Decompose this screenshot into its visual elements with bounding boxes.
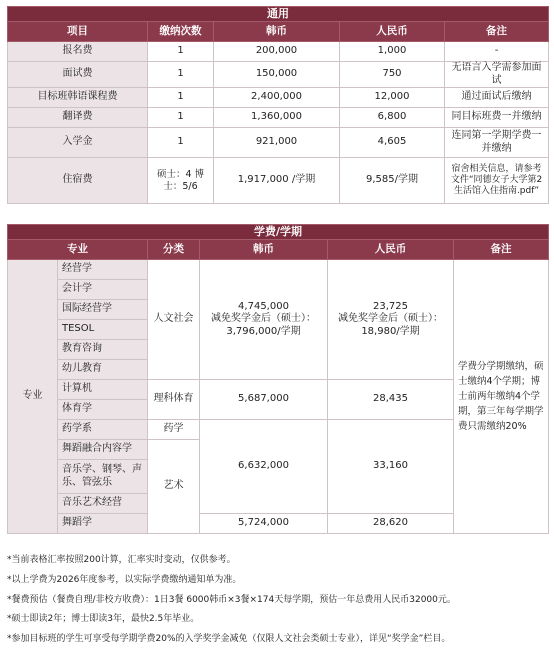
- row-times: 硕士：4 博士：5/6: [148, 158, 214, 204]
- subject-item: 体育学: [58, 400, 148, 420]
- row-krw: 1,360,000: [214, 108, 340, 128]
- row-krw: 921,000: [214, 128, 340, 158]
- table-row: [8, 88, 549, 108]
- row-times: 1: [148, 88, 214, 108]
- row-item: 报名费: [8, 42, 148, 62]
- dance-krw: 5,724,000: [200, 514, 328, 534]
- subject-item: 国际经营学: [58, 300, 148, 320]
- row-cny: 4,605: [340, 128, 445, 158]
- arts-cny: 33,160: [328, 420, 454, 514]
- row-note: 无语言入学需参加面试: [445, 62, 549, 88]
- subject-item: TESOL: [58, 320, 148, 340]
- subject-item: 幼儿教育: [58, 360, 148, 380]
- row-note: 通过面试后缴纳: [445, 88, 549, 108]
- row-item: 面试费: [8, 62, 148, 88]
- row-krw: 200,000: [214, 42, 340, 62]
- footnote: *硕士即读2年；博士即读3年，最快2.5年毕业。: [7, 614, 200, 625]
- category-humanities: 人文社会: [148, 260, 200, 380]
- row-note: 连同第一学期学费一并缴纳: [445, 128, 549, 158]
- row-note: 宿舍相关信息，请参考文件“同德女子大学第2生活馆入住指南.pdf”: [445, 158, 549, 204]
- humanities-krw-disc: 3,796,000/学期: [226, 325, 301, 337]
- row-item: 入学金: [8, 128, 148, 158]
- table-row: [8, 62, 549, 88]
- row-cny: 750: [340, 62, 445, 88]
- table-row: [8, 128, 549, 158]
- arts-krw: 6,632,000: [200, 420, 328, 514]
- table-row: [8, 158, 549, 204]
- header-cny: 人民币: [340, 22, 445, 42]
- footnote: *参加目标班的学生可享受每学期学费20%的入学奖学金减免（仅限人文社会类硕士专业），详见“奖学金”栏目。: [7, 634, 451, 645]
- category-arts: 艺术: [148, 440, 200, 534]
- category-pharmacy: 药学: [148, 420, 200, 440]
- category-science: 理科体育: [148, 380, 200, 420]
- subject-item: 舞蹈学: [58, 514, 148, 534]
- header-item: 项目: [8, 22, 148, 42]
- humanities-cny-disc-label: 减免奖学金后（硕士）：: [338, 313, 443, 325]
- dance-cny: 28,620: [328, 514, 454, 534]
- subject-item: 会计学: [58, 280, 148, 300]
- humanities-cny-value: 23,725: [373, 300, 408, 312]
- tuition-table-caption: 学费/学期: [8, 225, 549, 240]
- row-item: 翻译费: [8, 108, 148, 128]
- humanities-krw: [200, 260, 328, 380]
- tuition-table: [7, 224, 549, 534]
- fee-table-caption: 通用: [8, 7, 549, 22]
- header-major: 专业: [8, 240, 148, 260]
- humanities-cny-disc: 18,980/学期: [361, 325, 420, 337]
- row-note: 同目标班费一并缴纳: [445, 108, 549, 128]
- row-times: 1: [148, 108, 214, 128]
- row-cny: 1,000: [340, 42, 445, 62]
- science-cny: 28,435: [328, 380, 454, 420]
- subject-item: 经营学: [58, 260, 148, 280]
- row-times: 1: [148, 42, 214, 62]
- row-krw: 1,917,000 /学期: [214, 158, 340, 204]
- fee-table: [7, 6, 549, 204]
- tuition-note: 学费分学期缴纳，硕士缴纳4个学期；博士前两年缴纳4个学期，第三年每学期学费只需缴纳20%: [454, 260, 549, 534]
- science-krw: 5,687,000: [200, 380, 328, 420]
- subject-item: 音乐学、钢琴、声乐、管弦乐: [58, 460, 148, 494]
- subject-item: 教育咨询: [58, 340, 148, 360]
- row-krw: 2,400,000: [214, 88, 340, 108]
- row-note: -: [445, 42, 549, 62]
- humanities-krw-disc-label: 减免奖学金后（硕士）：: [211, 313, 316, 325]
- table-row: [8, 108, 549, 128]
- footnote: *餐费预估（餐费自理/非校方收费）：1日3餐 6000韩币×3餐×174天每学期，预估一年总费用人民币32000元。: [7, 594, 456, 605]
- subject-item: 计算机: [58, 380, 148, 400]
- header-krw: 韩币: [214, 22, 340, 42]
- row-times: 1: [148, 128, 214, 158]
- row-cny: 9,585/学期: [340, 158, 445, 204]
- row-krw: 150,000: [214, 62, 340, 88]
- footnote: *当前表格汇率按照200计算，汇率实时变动，仅供参考。: [7, 555, 236, 565]
- humanities-cny: [328, 260, 454, 380]
- header-cny: 人民币: [328, 240, 454, 260]
- header-times: 缴纳次数: [148, 22, 214, 42]
- row-item: 目标班韩语课程费: [8, 88, 148, 108]
- header-note: 备注: [445, 22, 549, 42]
- subject-item: 音乐艺术经营: [58, 494, 148, 514]
- humanities-krw-value: 4,745,000: [238, 300, 289, 312]
- major-label: 专业: [8, 260, 58, 534]
- footnotes: [7, 555, 548, 654]
- header-note: 备注: [454, 240, 549, 260]
- subject-item: 药学系: [58, 420, 148, 440]
- row-cny: 6,800: [340, 108, 445, 128]
- row-item: 住宿费: [8, 158, 148, 204]
- subject-item: 舞蹈融合内容学: [58, 440, 148, 460]
- header-category: 分类: [148, 240, 200, 260]
- row-times: 1: [148, 62, 214, 88]
- footnote: *以上学费为2026年度参考，以实际学费缴纳通知单为准。: [7, 574, 242, 585]
- header-krw: 韩币: [200, 240, 328, 260]
- row-cny: 12,000: [340, 88, 445, 108]
- table-row: [8, 42, 549, 62]
